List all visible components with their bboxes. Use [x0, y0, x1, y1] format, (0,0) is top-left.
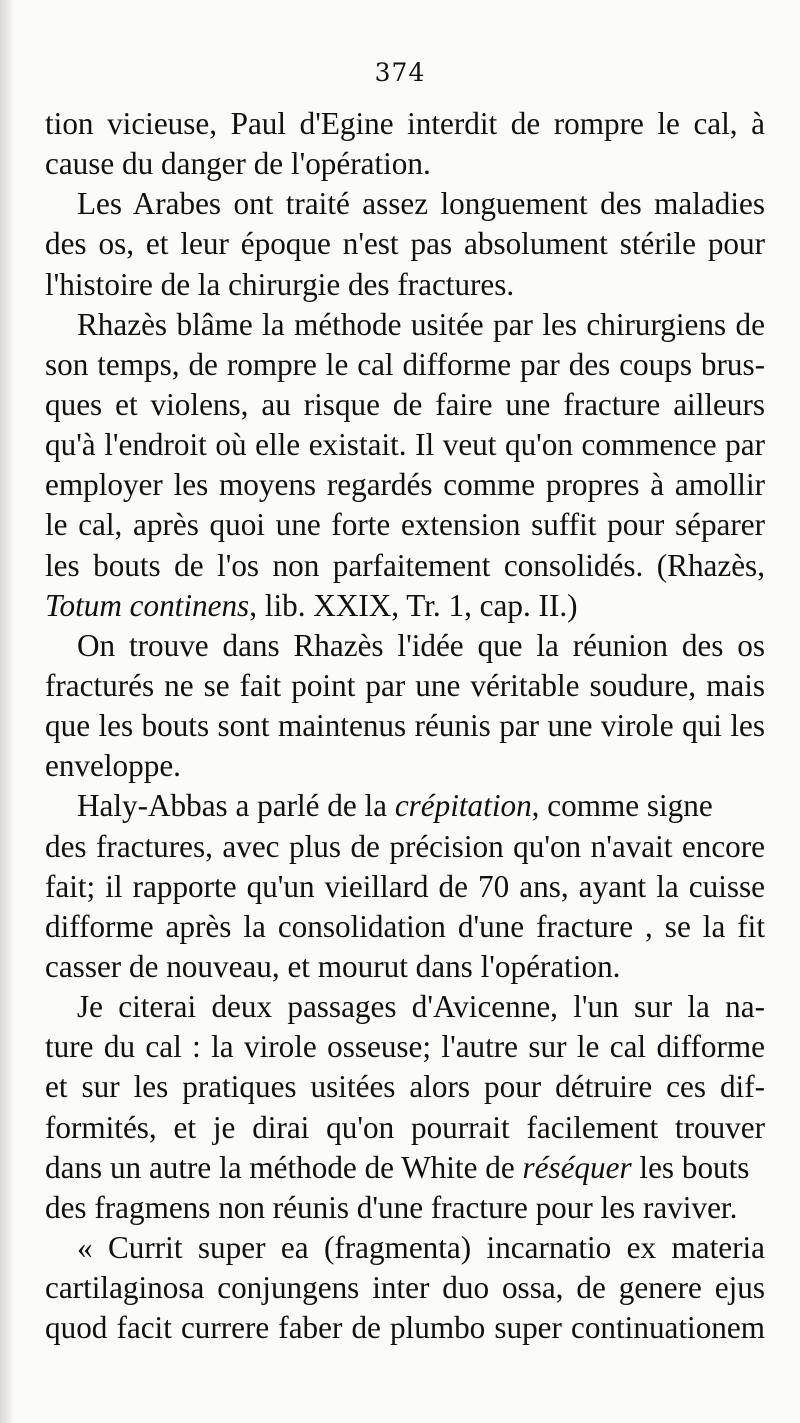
text-fragment: dans un autre la méthode de White de	[45, 1149, 523, 1185]
text-line: difforme après la consolidation d'une fracture , se la fit	[45, 908, 765, 944]
text-line: cartilaginosa conjungens inter duo ossa, de genere ejus	[45, 1270, 765, 1306]
text-line: Rhazès blâme la méthode usitée par les chirurgiens de	[77, 306, 765, 342]
text-line-mixed	[45, 786, 765, 826]
text-line: On trouve dans Rhazès l'idée que la réunion des os	[77, 627, 765, 663]
text-line: le cal, après quoi une forte extension suffit pour séparer	[45, 507, 765, 543]
text-line: ques et violens, au risque de faire une fracture ailleurs	[45, 386, 765, 422]
text-fragment: les bouts	[631, 1149, 750, 1185]
page-number: 374	[374, 58, 426, 87]
text-line-mixed	[45, 1148, 765, 1188]
text-line: ture du cal : la virole osseuse; l'autre sur le cal difforme	[45, 1029, 765, 1065]
text-line: des fragmens non réunis d'une fracture pour les raviver.	[45, 1189, 738, 1225]
text-line: employer les moyens regardés comme propres à amollir	[45, 467, 765, 503]
text-line: que les bouts sont maintenus réunis par une virole qui les	[45, 708, 765, 744]
text-line-mixed	[45, 586, 765, 626]
text-line: l'histoire de la chirurgie des fractures.	[45, 266, 515, 302]
text-line: des os, et leur époque n'est pas absolument stérile pour	[45, 226, 765, 262]
page-body	[45, 104, 765, 1348]
italic-term: crépitation	[394, 788, 532, 824]
page-edge-shadow	[0, 0, 14, 1423]
text-line: des fractures, avec plus de précision qu'on n'avait encore	[45, 828, 765, 864]
text-line: casser de nouveau, et mourut dans l'opération.	[45, 948, 621, 984]
italic-term: réséquer	[522, 1149, 632, 1185]
text-line: formités, et je dirai qu'on pourrait facilement trouver	[45, 1109, 765, 1145]
text-line: tion vicieuse, Paul d'Egine interdit de rompre le cal, à	[45, 106, 765, 141]
text-line: les bouts de l'os non parfaitement consolidés. (Rhazès,	[45, 547, 765, 583]
text-fragment: , lib. XXIX, Tr. 1, cap. II.)	[249, 587, 578, 623]
text-line: fait; il rapporte qu'un vieillard de 70 ans, ayant la cuisse	[45, 868, 765, 904]
text-line: cause du danger de l'opération.	[45, 146, 431, 182]
text-line: Je citerai deux passages d'Avicenne, l'un sur la na-	[77, 989, 765, 1025]
text-fragment: Haly-Abbas a parlé de la	[77, 788, 395, 824]
text-line: enveloppe.	[45, 748, 181, 784]
text-fragment: , comme signe	[531, 788, 713, 824]
italic-title: Totum continens	[45, 587, 250, 623]
text-line: Les Arabes ont traité assez longuement des maladies	[77, 186, 765, 222]
text-line: « Currit super ea (fragmenta) incarnatio ex materia	[77, 1229, 765, 1265]
text-line: et sur les pratiques usitées alors pour détruire ces dif-	[45, 1069, 765, 1105]
text-line: son temps, de rompre le cal difforme par des coups brus-	[45, 346, 765, 382]
text-line: qu'à l'endroit où elle existait. Il veut qu'on commence par	[45, 427, 765, 463]
text-line: quod facit currere faber de plumbo super continuationem	[45, 1310, 765, 1346]
text-line: fracturés ne se fait point par une véritable soudure, mais	[45, 667, 765, 703]
